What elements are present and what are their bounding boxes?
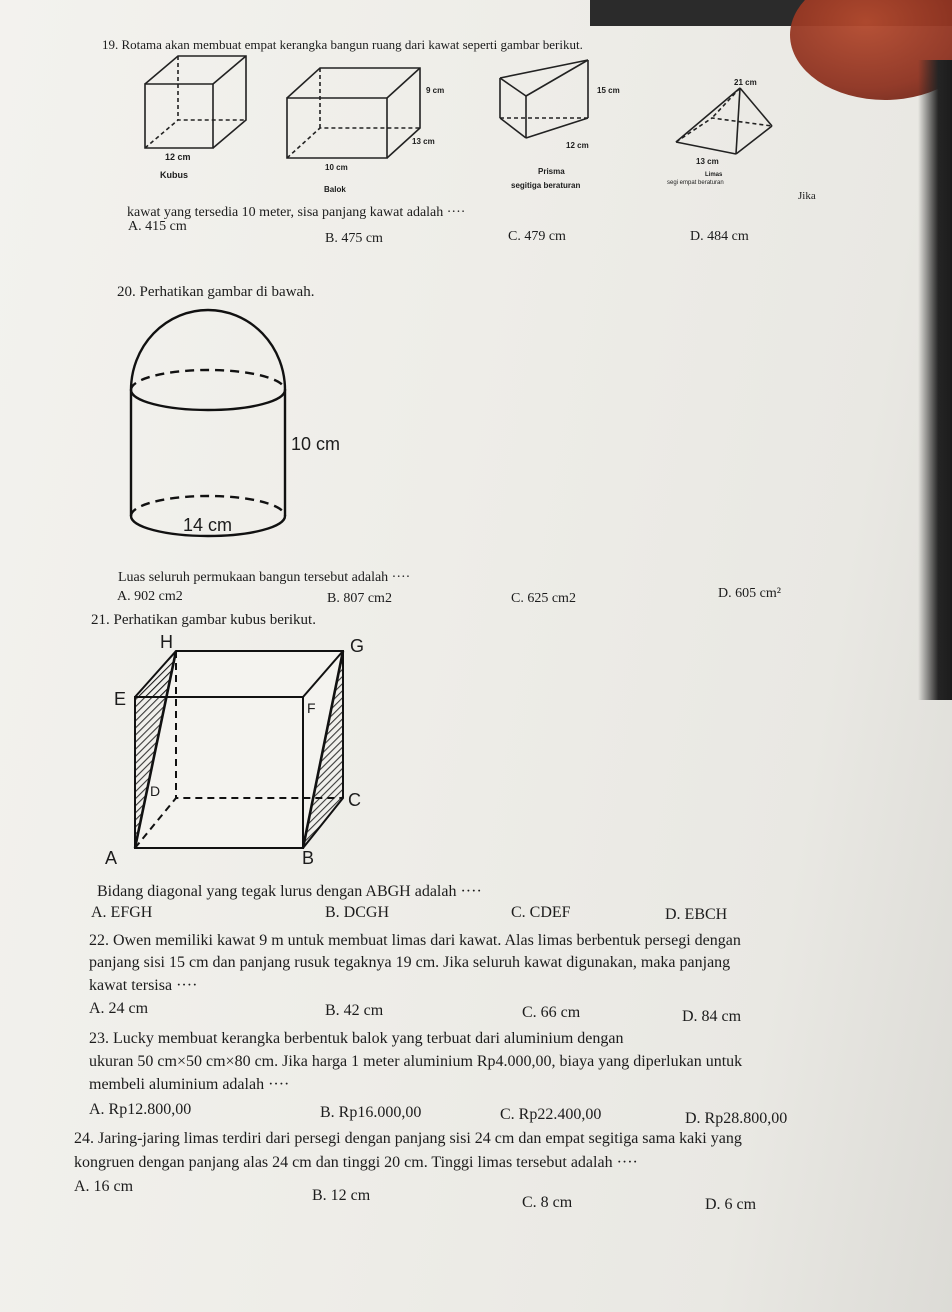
pyramid-dim-1: 21 cm <box>734 78 757 87</box>
q20-option-b: B. 807 cm2 <box>327 591 392 606</box>
cube-label: Kubus <box>160 170 188 180</box>
prism-label: Prisma <box>538 167 565 176</box>
q20-option-d: D. 605 cm² <box>718 586 781 601</box>
q23-option-c: C. Rp22.400,00 <box>500 1106 602 1123</box>
q23-option-a: A. Rp12.800,00 <box>89 1101 192 1118</box>
q24-option-a: A. 16 cm <box>74 1178 134 1195</box>
vertex-d: D <box>150 783 161 799</box>
q20-question: Luas seluruh permukaan bangun tersebut adalah ···· <box>118 570 411 585</box>
q19-stem-2: kawat yang tersedia 10 meter, sisa panjang kawat adalah ···· <box>127 205 466 220</box>
q21-option-c: C. CDEF <box>511 904 571 921</box>
q20-stem: 20. Perhatikan gambar di bawah. <box>117 284 315 300</box>
cuboid-dim-2: 13 cm <box>412 137 435 146</box>
q24-option-c: C. 8 cm <box>522 1194 573 1211</box>
cuboid-dim-1: 9 cm <box>426 86 445 95</box>
vertex-a: A <box>105 848 118 868</box>
q19-option-a: A. 415 cm <box>128 219 187 234</box>
q21-option-a: A. EFGH <box>91 904 153 921</box>
cuboid-dim-3: 10 cm <box>325 163 348 172</box>
q22-line3: kawat tersisa ···· <box>89 977 198 994</box>
vertex-b: B <box>302 848 315 868</box>
q23-line2: ukuran 50 cm×50 cm×80 cm. Jika harga 1 meter aluminium Rp4.000,00, biaya yang diperlukan untuk <box>89 1053 743 1070</box>
q22-option-d: D. 84 cm <box>682 1008 742 1025</box>
pyramid-label-2: segi empat beraturan <box>667 180 724 186</box>
prism-label-2: segitiga beraturan <box>511 181 581 190</box>
q23-option-d: D. Rp28.800,00 <box>685 1110 788 1127</box>
q20-option-a: A. 902 cm2 <box>117 589 183 604</box>
cylinder-diameter-label: 14 cm <box>183 515 233 535</box>
q19-stem: 19. Rotama akan membuat empat kerangka bangun ruang dari kawat seperti gambar berikut. <box>102 37 583 52</box>
q19-option-d: D. 484 cm <box>690 229 749 244</box>
cylinder-height-label: 10 cm <box>291 434 341 454</box>
q23-line1: 23. Lucky membuat kerangka berbentuk balok yang terbuat dari aluminium dengan <box>89 1030 624 1047</box>
q23-line3: membeli aluminium adalah ···· <box>89 1076 290 1093</box>
q22-option-b: B. 42 cm <box>325 1002 384 1019</box>
q23-option-b: B. Rp16.000,00 <box>320 1104 422 1121</box>
q21-stem: 21. Perhatikan gambar kubus berikut. <box>91 612 316 628</box>
pyramid-dim-2: 13 cm <box>696 157 719 166</box>
prism-dim-2: 12 cm <box>566 141 589 150</box>
q19-jika: Jika <box>798 190 816 202</box>
q21-question: Bidang diagonal yang tegak lurus dengan ABGH adalah ···· <box>97 883 482 900</box>
vertex-g: G <box>350 636 365 656</box>
q19-option-c: C. 479 cm <box>508 229 566 244</box>
cuboid-label: Balok <box>324 185 346 194</box>
vertex-c: C <box>348 790 361 810</box>
q22-option-a: A. 24 cm <box>89 1000 149 1017</box>
q24-line2: kongruen dengan panjang alas 24 cm dan tinggi 20 cm. Tinggi limas tersebut adalah ···· <box>74 1154 638 1171</box>
pyramid-label: Limas <box>705 172 723 178</box>
q22-option-c: C. 66 cm <box>522 1004 581 1021</box>
q20-option-c: C. 625 cm2 <box>511 591 576 606</box>
q24-option-d: D. 6 cm <box>705 1196 757 1213</box>
vertex-f: F <box>307 700 316 716</box>
cube-dim: 12 cm <box>165 152 191 162</box>
prism-dim-1: 15 cm <box>597 86 620 95</box>
q24-option-b: B. 12 cm <box>312 1187 371 1204</box>
vertex-h: H <box>160 632 173 652</box>
q19-option-b: B. 475 cm <box>325 231 383 246</box>
q24-line1: 24. Jaring-jaring limas terdiri dari persegi dengan panjang sisi 24 cm dan empat segitiga sama kaki yang <box>74 1130 742 1147</box>
q22-line1: 22. Owen memiliki kawat 9 m untuk membuat limas dari kawat. Alas limas berbentuk persegi dengan <box>89 932 741 949</box>
vertex-e: E <box>114 689 127 709</box>
q21-option-d: D. EBCH <box>665 906 728 923</box>
q22-line2: panjang sisi 15 cm dan panjang rusuk tegaknya 19 cm. Jika seluruh kawat digunakan, maka panjang <box>89 954 731 971</box>
q21-option-b: B. DCGH <box>325 904 390 921</box>
